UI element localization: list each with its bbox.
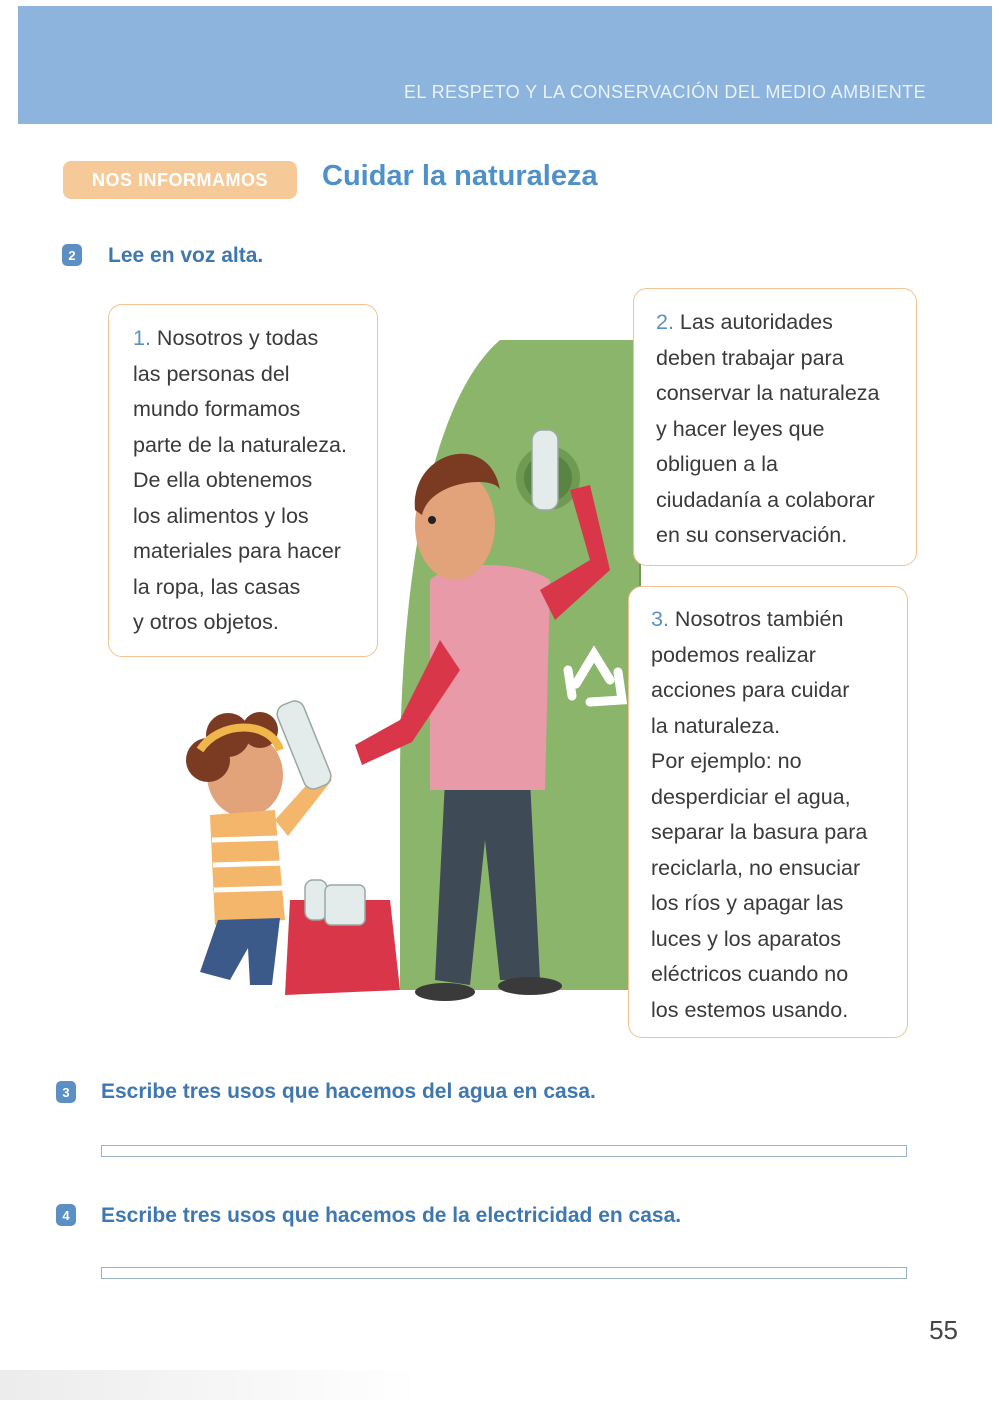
callout-2-line: ciudadanía a colaborar: [656, 487, 875, 512]
page-number: 55: [929, 1315, 958, 1345]
callout-1-number: 1.: [133, 326, 151, 350]
answer-field-water[interactable]: [101, 1145, 907, 1157]
callout-1: [108, 304, 378, 657]
callout-1-line: y otros objetos.: [133, 610, 279, 634]
bottle-raised: [532, 430, 558, 510]
activity-number-badge: 2: [62, 244, 82, 266]
callout-1-line: De ella obtenemos: [133, 468, 313, 492]
callout-3-line: Por ejemplo: no: [651, 749, 802, 773]
callout-3-line: separar la basura para: [651, 820, 868, 844]
callout-2-number: 2.: [656, 310, 674, 334]
section-badge: NOS INFORMAMOS: [63, 161, 297, 199]
callout-2-line: conservar la naturaleza: [656, 381, 880, 405]
callout-1-line: mundo formamos: [133, 397, 301, 421]
callout-3-line: Nosotros también: [674, 607, 844, 631]
callout-3-line: los ríos y apagar las: [651, 891, 844, 915]
callout-2-line: Las autoridades: [679, 310, 833, 334]
callout-3-line: eléctricos cuando no: [651, 962, 849, 986]
callout-3-line: la naturaleza.: [651, 713, 781, 738]
section-title: Cuidar la naturaleza: [322, 160, 598, 192]
activity-number-badge: 4: [56, 1204, 76, 1226]
callout-2-line: y hacer leyes que: [656, 416, 825, 441]
header-band: [18, 6, 992, 124]
child-pants: [200, 918, 280, 985]
scan-smudge: [0, 1370, 420, 1400]
callout-3-line: podemos realizar: [651, 642, 816, 667]
callout-1-line: los alimentos y los: [133, 503, 309, 528]
callout-1-line: parte de la naturaleza.: [133, 432, 347, 457]
activity-4-instruction: Escribe tres usos que hacemos de la electricidad en casa.: [101, 1204, 682, 1227]
answer-field-electricity[interactable]: [101, 1267, 907, 1279]
callout-3: [628, 586, 908, 1038]
activity-3-instruction: Escribe tres usos que hacemos del agua en casa.: [101, 1080, 596, 1103]
callout-3-number: 3.: [651, 607, 669, 631]
callout-3-line: luces y los aparatos: [651, 926, 842, 951]
callout-3-line: acciones para cuidar: [651, 678, 850, 702]
callout-1-line: Nosotros y todas: [156, 326, 319, 350]
callout-2-line: deben trabajar para: [656, 345, 844, 370]
callout-3-line: reciclarla, no ensuciar: [651, 855, 861, 880]
callout-3-line: desperdiciar el agua,: [651, 784, 851, 809]
chapter-title: EL RESPETO Y LA CONSERVACIÓN DEL MEDIO AMBIENTE: [404, 82, 926, 102]
bottle-handed: [274, 698, 334, 792]
callout-2: [633, 288, 917, 566]
child-sweater: [210, 810, 285, 925]
callout-1-line: materiales para hacer: [133, 539, 341, 563]
callout-3-line: los estemos usando.: [651, 997, 849, 1022]
activity-2-instruction: Lee en voz alta.: [108, 244, 264, 267]
callout-1-line: la ropa, las casas: [133, 574, 301, 599]
callout-2-line: obliguen a la: [656, 452, 778, 476]
activity-number-badge: 3: [56, 1081, 76, 1103]
callout-2-line: en su conservación.: [656, 523, 848, 547]
callout-1-line: las personas del: [133, 361, 290, 386]
